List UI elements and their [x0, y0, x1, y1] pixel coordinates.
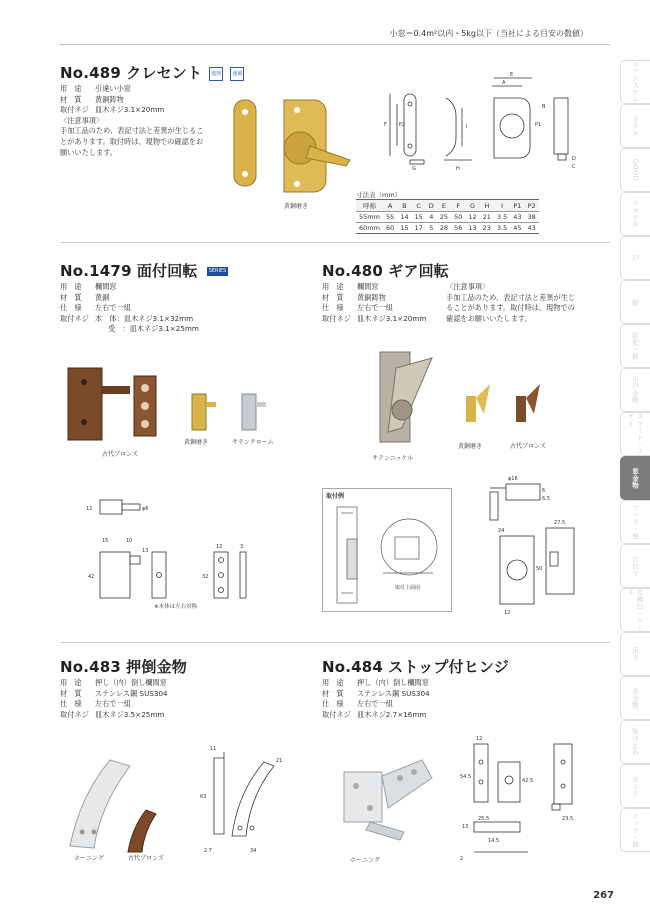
- side-tab[interactable]: 窓金物: [620, 676, 650, 720]
- td: 38: [525, 212, 539, 223]
- caption-brass: 黄銅磨き: [458, 443, 483, 450]
- svg-text:E: E: [510, 72, 514, 78]
- side-tab[interactable]: ウカリタ: [620, 192, 650, 236]
- product-489-name: クレセント: [126, 64, 203, 82]
- side-tab[interactable]: 引戸金物: [620, 368, 650, 412]
- product-483-heading: [60, 656, 187, 677]
- example-caption: 取付上面図: [395, 585, 421, 591]
- td: 43: [525, 223, 539, 234]
- svg-text:A: A: [502, 80, 506, 86]
- side-tab[interactable]: ドアシステム: [620, 60, 650, 104]
- product-484-heading: [322, 656, 509, 677]
- svg-text:D: D: [572, 156, 576, 162]
- td: 23: [480, 223, 494, 234]
- svg-text:27.5: 27.5: [554, 520, 566, 526]
- product-483-specs: 用 途 押し（内）倒し欄間窓 材 質 ステンレス鋼 SUS304 仕 様 左右で一組 取付ネジ 皿木ネジ3.5×25mm: [60, 678, 168, 719]
- side-tab[interactable]: フック・他: [620, 500, 650, 544]
- td: 43: [510, 212, 524, 223]
- note-body: 手加工品のため、表記寸法と差異が生じることがあります。取付時は、現物での確認をお願いいたします。: [60, 126, 204, 157]
- ventilation-icon: 通風: [230, 67, 244, 81]
- svg-text:15: 15: [102, 538, 109, 544]
- td: 21: [480, 212, 494, 223]
- spec-key: 材 質: [60, 94, 82, 104]
- header-rule: [60, 44, 610, 45]
- td: 60mm: [356, 223, 383, 234]
- td: 14: [397, 212, 411, 223]
- th: E: [437, 200, 451, 212]
- product-483-number: No.483: [60, 658, 122, 676]
- spec-key: 取付ネジ: [60, 105, 89, 115]
- section-divider: [60, 642, 610, 643]
- spec-value: 黄銅鋳物: [95, 94, 124, 104]
- svg-text:54.5: 54.5: [460, 774, 472, 780]
- dimension-table-block: [356, 190, 539, 234]
- td: 17: [412, 223, 426, 234]
- svg-text:2.7: 2.7: [204, 848, 212, 854]
- th: C: [412, 200, 426, 212]
- svg-text:24: 24: [498, 528, 505, 534]
- svg-text:25.5: 25.5: [478, 816, 490, 822]
- crescent-photo: [222, 92, 367, 212]
- side-tab[interactable]: ガード: [620, 764, 650, 808]
- spec-value: 引違い小窓: [95, 84, 131, 93]
- td: 25: [437, 212, 451, 223]
- svg-text:21: 21: [276, 758, 283, 764]
- svg-text:42.5: 42.5: [522, 778, 534, 784]
- svg-text:6: 6: [542, 488, 546, 494]
- note-title: 〈注意事項〉: [60, 115, 104, 125]
- svg-text:13: 13: [142, 548, 149, 554]
- product-480-heading: [322, 260, 449, 281]
- side-tab[interactable]: 仕切り: [620, 544, 650, 588]
- side-tab[interactable]: 手すり: [620, 104, 650, 148]
- caption-bronze: 古代ブロンズ: [128, 855, 164, 862]
- svg-text:11: 11: [210, 746, 217, 752]
- caption-satin-nickel: サテンニッケル: [372, 455, 414, 462]
- side-tab[interactable]: 戸: [620, 236, 650, 280]
- side-tab[interactable]: 防犯・錠: [620, 324, 650, 368]
- svg-text:C: C: [572, 164, 576, 170]
- td: 55mm: [356, 212, 383, 223]
- heat-shield-icon: 遮熱: [209, 67, 223, 81]
- td: 60: [383, 223, 397, 234]
- side-tab[interactable]: GOOD: [620, 148, 650, 192]
- product-1479-name: 面付回転: [136, 262, 198, 280]
- svg-text:63: 63: [200, 794, 207, 800]
- th: F: [451, 200, 465, 212]
- pivot-dimension-drawing: [80, 496, 270, 616]
- caption-bronze: 古代ブロンズ: [102, 451, 138, 458]
- product-480-number: No.480: [322, 262, 384, 280]
- caption-brass: 黄銅磨き: [184, 439, 209, 446]
- th: A: [383, 200, 397, 212]
- th: I: [494, 200, 510, 212]
- installation-example-drawing: [323, 489, 451, 611]
- dimension-table: [356, 199, 539, 234]
- caption-satin-chrome: サテンクローム: [232, 439, 274, 446]
- svg-text:12: 12: [504, 610, 511, 616]
- th: D: [426, 200, 437, 212]
- product-480-specs: 用 途 欄間窓 材 質 黄銅鋳物 仕 様 左右で一組 取付ネジ 皿木ネジ3.1×20mm: [322, 282, 427, 323]
- td: 55: [383, 212, 397, 223]
- svg-text:12: 12: [216, 544, 223, 550]
- td: 3.5: [494, 223, 510, 234]
- product-484-specs: 用 途 押し（内）倒し欄間窓 材 質 ステンレス鋼 SUS304 仕 様 左右で一組 取付ネジ 皿木ネジ2.7×16mm: [322, 678, 430, 719]
- product-1479-number: No.1479: [60, 262, 132, 280]
- svg-text:12: 12: [476, 736, 483, 742]
- side-tab[interactable]: スライド・ステイ: [620, 412, 650, 456]
- svg-text:14.5: 14.5: [488, 838, 500, 844]
- td: 15: [397, 223, 411, 234]
- svg-text:I: I: [466, 124, 468, 130]
- svg-text:34: 34: [250, 848, 257, 854]
- svg-text:12: 12: [86, 506, 93, 512]
- side-tab[interactable]: 窓金物: [620, 456, 650, 500]
- td: 50: [451, 212, 465, 223]
- symmetric-note: ※本体は左右対称: [154, 604, 198, 610]
- section-divider: [60, 242, 610, 243]
- svg-text:23.5: 23.5: [562, 816, 574, 822]
- spec-value: 皿木ネジ3.1×20mm: [95, 105, 165, 115]
- side-tab[interactable]: 錠: [620, 280, 650, 324]
- svg-text:B: B: [542, 104, 546, 110]
- td: 3.5: [494, 212, 510, 223]
- series-badge: SERIES: [208, 268, 227, 274]
- svg-text:P1: P1: [535, 122, 542, 128]
- installation-example-box: [322, 488, 452, 612]
- stop-hinge-dimension-drawing: [458, 732, 588, 872]
- product-1479-specs: 用 途 欄間窓 材 質 黄銅 仕 様 左右で一組 取付ネジ 本 体：皿木ネジ3.1×32mm 受 ：皿木ネジ3.1×25mm: [60, 282, 199, 334]
- svg-text:3: 3: [240, 544, 244, 550]
- svg-text:φ16: φ16: [508, 476, 518, 482]
- side-tab[interactable]: ロック・他: [620, 808, 650, 852]
- product-1479-heading: [60, 260, 228, 281]
- td: 45: [510, 223, 524, 234]
- spec-key: 用 途: [60, 84, 82, 93]
- th: H: [480, 200, 494, 212]
- gear-pivot-photo: [340, 348, 580, 463]
- page-number: 267: [593, 890, 614, 901]
- product-489-heading: [60, 62, 244, 83]
- svg-text:10: 10: [126, 538, 133, 544]
- svg-text:13: 13: [462, 824, 469, 830]
- svg-text:32: 32: [202, 574, 209, 580]
- th: G: [465, 200, 479, 212]
- td: 12: [465, 212, 479, 223]
- product-483-name: 押倒金物: [126, 658, 187, 676]
- td: 13: [465, 223, 479, 234]
- caption-honing: ホーニング: [350, 857, 380, 864]
- side-tab[interactable]: 吊り: [620, 632, 650, 676]
- svg-text:φ6: φ6: [142, 506, 149, 512]
- th: B: [397, 200, 411, 212]
- caption-brass: 黄銅磨き: [284, 203, 309, 210]
- svg-text:6.5: 6.5: [542, 496, 550, 502]
- side-tab[interactable]: 抜け止め: [620, 720, 650, 764]
- td: 56: [451, 223, 465, 234]
- gear-pivot-dimension-drawing: [468, 468, 588, 618]
- product-480-name: ギア回転: [388, 262, 449, 280]
- product-489-number: No.489: [60, 64, 122, 82]
- th: 呼称: [356, 200, 383, 212]
- crescent-dimension-drawing: [382, 68, 592, 186]
- table-title: 寸法表（mm）: [356, 191, 402, 199]
- svg-text:H: H: [456, 166, 460, 172]
- product-484-number: No.484: [322, 658, 384, 676]
- product-484-name: ストップ付ヒンジ: [388, 658, 509, 676]
- side-index: [618, 60, 650, 859]
- caption-honing: ホーニング: [74, 855, 104, 862]
- caption-bronze: 古代ブロンズ: [510, 443, 546, 450]
- push-tilt-dimension-drawing: [196, 742, 306, 860]
- example-title: 取付例: [326, 493, 345, 500]
- svg-text:42: 42: [88, 574, 95, 580]
- td: 4: [426, 212, 437, 223]
- th: P2: [525, 200, 539, 212]
- pivot-photo: [62, 360, 292, 460]
- stop-hinge-photo: [330, 746, 450, 866]
- size-guideline-note: 小窓＝0.4m²以内・5kg以下（当社による目安の数値）: [389, 29, 588, 38]
- svg-text:50: 50: [536, 566, 543, 572]
- product-480-note: 〈注意事項〉 手加工品のため、表記寸法と差異が生じることがあります。取付時は、現物での確認をお願いいたします。: [446, 282, 576, 323]
- svg-text:P2: P2: [399, 122, 406, 128]
- td: 5: [426, 223, 437, 234]
- push-tilt-photo: [60, 752, 180, 864]
- svg-text:F: F: [384, 122, 387, 128]
- svg-text:G: G: [412, 166, 416, 172]
- td: 28: [437, 223, 451, 234]
- product-489-specs: [60, 84, 210, 158]
- side-tab[interactable]: 点検口・レール: [620, 588, 650, 632]
- svg-text:2: 2: [460, 856, 464, 862]
- td: 15: [412, 212, 426, 223]
- th: P1: [510, 200, 524, 212]
